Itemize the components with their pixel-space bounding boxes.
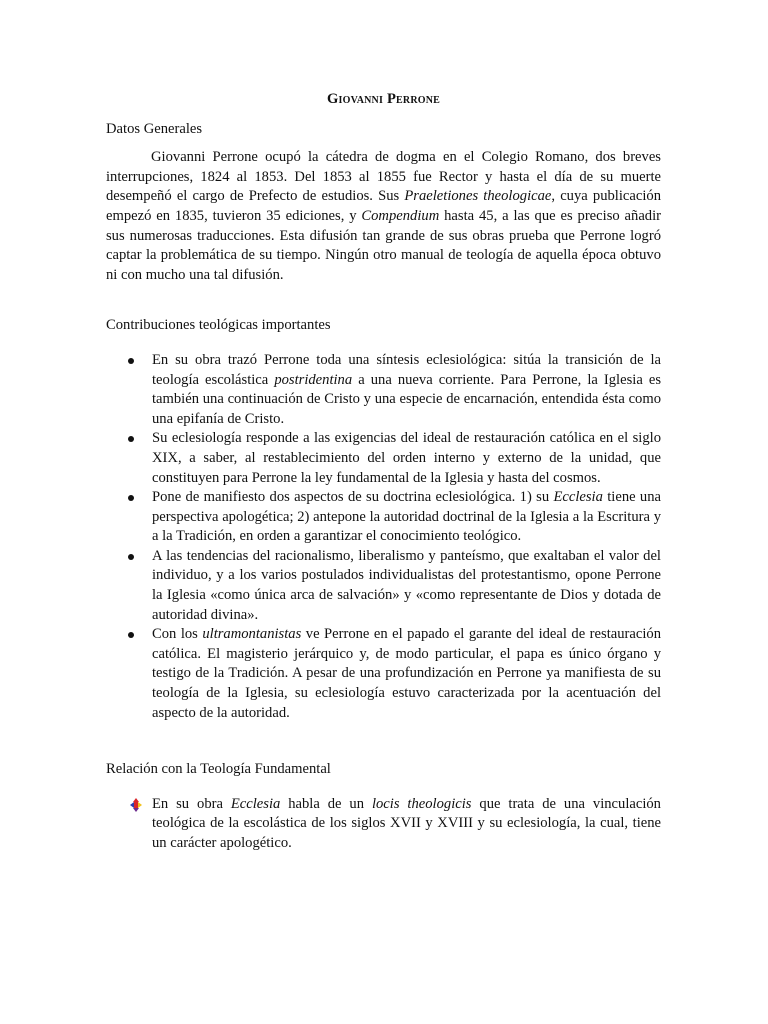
text-run: , cuya publicación empezó en 1835, tuvieron 35 ediciones, y xyxy=(106,188,661,224)
italic-text: ultramontanistas xyxy=(202,626,302,643)
document-title xyxy=(106,90,661,110)
text-run: tiene una perspectiva apologética; 2) antepone la autoridad doctrinal de la Iglesia a la Escritura y a la Tradición, en orden a garantizar el conocimiento teológico. xyxy=(152,489,662,545)
list-item xyxy=(106,351,661,429)
italic-text: Praeletiones theologicae xyxy=(404,188,552,205)
italic-text: postridentina xyxy=(274,371,353,388)
bullet-dot-icon xyxy=(128,436,134,442)
list-item-text xyxy=(152,430,661,485)
text-run: que trata de una vinculación teológica de la escolástica de los siglos XVII y XVIII y su eclesiología, la cual, tiene un carácter apologético. xyxy=(152,795,661,851)
list-item xyxy=(106,795,661,854)
four-color-arrow-icon xyxy=(130,798,142,812)
bullet-dot-icon xyxy=(128,554,134,560)
text-run: Su eclesiología responde a las exigencias del ideal de restauración católica en el siglo XIX, a saber, al restablecimiento del orden interno y externo de la unidad, que constituyen para Perrone la ley fundamental de la Iglesia y hasta del cosmos. xyxy=(152,430,661,486)
italic-text: Ecclesia xyxy=(553,489,603,506)
contribuciones-list xyxy=(106,351,661,723)
list-item-text xyxy=(152,352,661,427)
list-item-text xyxy=(152,548,661,623)
text-run: hasta 45, a las que es preciso añadir sus numerosas traducciones. Esta difusión tan grande de sus obras prueba que Perrone logró captar la problemática de su tiempo. Ningún otro manual de teología de aquella época obtuvo ni con mucho una tal difusión. xyxy=(106,207,662,283)
italic-text: Compendium xyxy=(361,207,440,224)
list-item xyxy=(106,429,661,488)
text-run: En su obra xyxy=(152,795,231,812)
list-item-text xyxy=(152,489,661,544)
document-page xyxy=(106,90,661,854)
text-run: habla de un xyxy=(280,795,372,812)
title-first-name: Giovanni xyxy=(326,91,384,107)
section-heading-contribuciones: Contribuciones teológicas importantes xyxy=(106,317,331,334)
bullet-dot-icon xyxy=(128,495,134,501)
italic-text: Ecclesia xyxy=(230,795,281,812)
section-heading-relacion: Relación con la Teología Fundamental xyxy=(106,761,331,778)
text-run: A las tendencias del racionalismo, liberalismo y panteísmo, que exaltaban el valor del individuo, y a los varios postulados individualistas del protestantismo, opone Perrone la Iglesia «como única arca de salvación» y «como representante de Dios y dotada de autoridad divina». xyxy=(152,547,661,623)
text-run: Giovanni Perrone ocupó la cátedra de dogma en el Colegio Romano, dos breves interrupciones, 1824 al 1853. Del 1853 al 1855 fue Rector y hasta el día de su muerte desempeñó el cargo de Prefecto de estudios. Sus xyxy=(106,149,661,205)
list-item xyxy=(106,625,661,723)
text-run: ve Perrone en el papado el garante del ideal de restauración católica. El magisterio jerárquico y, de modo particular, el papa es único órgano y testigo de la Tradición. A pesar de una profundización en Perrone ya manifiesta de su teología de la Iglesia, su eclesiología estuvo caracterizada por la acentuación del aspecto de la autoridad. xyxy=(152,626,661,721)
list-item xyxy=(106,488,661,547)
text-run: En su obra trazó Perrone toda una síntesis eclesiológica: sitúa la transición de la teología escolástica xyxy=(152,351,661,388)
relacion-list xyxy=(106,795,661,854)
section-heading-datos-generales: Datos Generales xyxy=(106,120,203,137)
paragraph-datos-generales xyxy=(106,148,661,285)
list-item xyxy=(106,547,661,625)
title-last-name: Perrone xyxy=(386,91,441,107)
text-run: a una nueva corriente. Para Perrone, la Iglesia es también una continuación de Cristo y una especie de encarnación, entendida ésta como una epifanía de Cristo. xyxy=(152,371,661,427)
list-item-text xyxy=(152,626,661,720)
list-item-text xyxy=(152,796,661,851)
text-run: Pone de manifiesto dos aspectos de su doctrina eclesiológica. 1) su xyxy=(152,489,554,506)
bullet-dot-icon xyxy=(128,632,134,638)
bullet-dot-icon xyxy=(128,358,134,364)
text-run: Con los xyxy=(152,626,203,643)
italic-text: locis theologicis xyxy=(371,795,472,812)
